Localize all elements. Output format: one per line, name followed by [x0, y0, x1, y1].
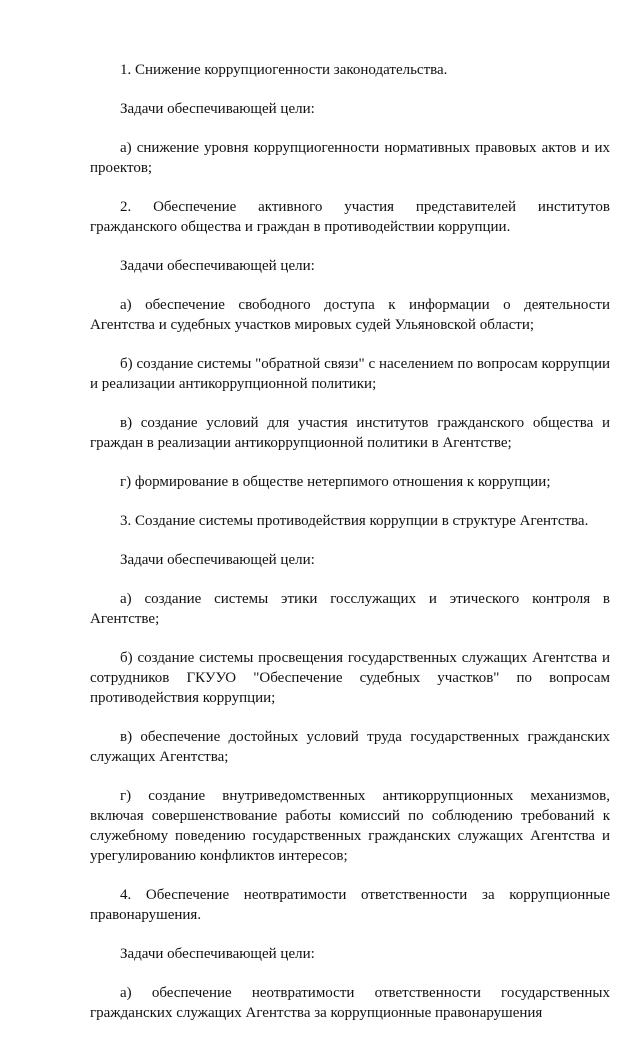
tasks-label: Задачи обеспечивающей цели: [120, 258, 315, 274]
document-body [90, 60, 610, 1042]
task-item: г) формирование в обществе нетерпимого отношения к коррупции; [120, 474, 551, 490]
task-item: а) создание системы этики госслужащих и этического контроля в Агентстве; [90, 591, 610, 627]
section-heading-1: 1. Снижение коррупциогенности законодательства. [120, 62, 448, 78]
task-item: в) обеспечение достойных условий труда государственных гражданских служащих Агентства; [90, 729, 610, 765]
section-heading-3: 3. Создание системы противодействия коррупции в структуре Агентства. [120, 513, 589, 529]
tasks-label: Задачи обеспечивающей цели: [120, 552, 315, 568]
task-item: б) создание системы просвещения государственных служащих Агентства и сотрудников ГКУУО "Обеспечение судебных участков" по вопросам противодействия коррупции; [90, 650, 610, 706]
section-heading-2: 2. Обеспечение активного участия представителей институтов гражданского общества и граждан в противодействии коррупции. [90, 199, 610, 235]
task-item: в) создание условий для участия институтов гражданского общества и граждан в реализации антикоррупционной политики в Агентстве; [90, 415, 610, 451]
task-item: г) создание внутриведомственных антикоррупционных механизмов, включая совершенствование работы комиссий по соблюдению требований к служебному поведению государственных гражданских служащих Агентства и урегулированию конфликтов интересов; [90, 788, 610, 864]
task-item: а) обеспечение неотвратимости ответственности государственных гражданских служащих Агентства за коррупционные правонарушения [90, 985, 610, 1021]
section-heading-4: 4. Обеспечение неотвратимости ответственности за коррупционные правонарушения. [90, 887, 610, 923]
task-item: б) создание системы "обратной связи" с населением по вопросам коррупции и реализации антикоррупционной политики; [90, 356, 610, 392]
tasks-label: Задачи обеспечивающей цели: [120, 946, 315, 962]
task-item: а) обеспечение свободного доступа к информации о деятельности Агентства и судебных участков мировых судей Ульяновской области; [90, 297, 610, 333]
tasks-label: Задачи обеспечивающей цели: [120, 101, 315, 117]
task-item: а) снижение уровня коррупциогенности нормативных правовых актов и их проектов; [90, 140, 610, 176]
